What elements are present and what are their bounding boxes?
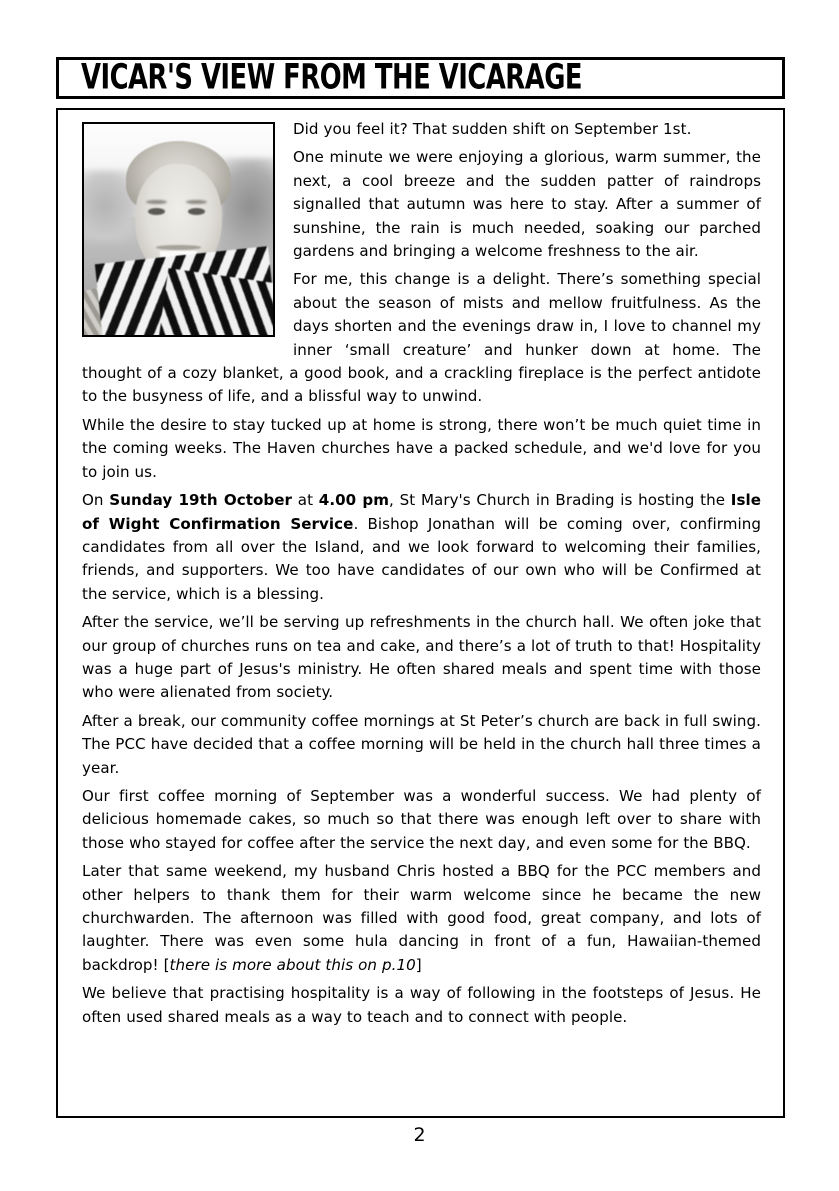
confirmation-service-name: Isle of Wight Confirmation Service: [82, 491, 761, 533]
article-body-box: [56, 108, 785, 1118]
bbq-text-2: ]: [415, 955, 422, 974]
confirmation-date: Sunday 19th October: [109, 491, 293, 510]
bbq-text-1: Later that same weekend, my husband Chris hosted a BBQ for the PCC members and other helpers to thank them for their warm welcome since he became the new churchwarden. The afternoon was filled with good food, great company, and lots of laughter. There was even some hula dancing in front of a fun, Hawaiian-themed backdrop! [: [82, 862, 761, 974]
paragraph-autumn-delight: For me, this change is a delight. There’s something special about the season of mists and mellow fruitfulness. As the days shorten and the evenings draw in, I love to channel my inner ‘small creature’ and hunker down at home. The thought of a cozy blanket, a good book, and a crackling fireplace is the perfect antidote to the busyness of life, and a blissful way to unwind.: [82, 270, 761, 406]
bbq-cross-reference: there is more about this on p.10: [169, 955, 416, 974]
page-title-box: [56, 57, 785, 99]
confirmation-time: 4.00 pm: [318, 491, 390, 510]
photo-upper-lip: [156, 245, 201, 250]
confirmation-text-3: , St Mary's Church in Brading is hosting the: [389, 491, 731, 510]
paragraph-first-coffee-morning: Our first coffee morning of September was a wonderful success. We had plenty of delicious homemade cakes, so much so that there was enough left over to share with those who stayed for coffee after the service the next day, and even some for the BBQ.: [82, 786, 761, 852]
paragraph-coffee-mornings: After a break, our community coffee mornings at St Peter’s church are back in full swing. The PCC have decided that a coffee morning will be held in the church hall three times a year.: [82, 711, 761, 777]
paragraph-bbq: [82, 860, 761, 977]
paragraph-busy-weeks: While the desire to stay tucked up at home is strong, there won’t be much quiet time in the coming weeks. The Haven churches have a packed schedule, and we'd love for you to join us.: [82, 415, 761, 481]
paragraph-intro: Did you feel it? That sudden shift on September 1st.: [293, 120, 692, 138]
page-number: 2: [413, 1124, 426, 1146]
paragraph-closing: We believe that practising hospitality is a way of following in the footsteps of Jesus. He often used shared meals as a way to teach and to connect with people.: [82, 984, 761, 1026]
paragraph-refreshments: After the service, we’ll be serving up refreshments in the church hall. We often joke that our group of churches runs on tea and cake, and there’s a lot of truth to that! Hospitality was a huge part of Jesus's ministry. He often shared meals and spent time with those who were alienated from society.: [82, 613, 761, 702]
paragraph-season-shift: One minute we were enjoying a glorious, warm summer, the next, a cool breeze and the sudden patter of raindrops signalled that autumn was here to stay. After a summer of sunshine, the rain is much needed, soaking our parched gardens and bringing a welcome freshness to the air.: [293, 148, 761, 261]
confirmation-text-1: On: [82, 491, 110, 510]
article-content: [82, 118, 761, 1029]
confirmation-text-4: . Bishop Jonathan will be coming over, confirming candidates from all over the Island, and we look forward to welcoming their families, friends, and supporters. We too have candidates of our own who will be Confirmed at the service, which is a blessing.: [82, 514, 761, 603]
paragraph-confirmation-service: [82, 489, 761, 606]
confirmation-text-2: at: [292, 491, 319, 510]
page-title: VICAR'S VIEW FROM THE VICARAGE: [81, 57, 583, 98]
vicar-portrait-photo: [82, 122, 275, 337]
